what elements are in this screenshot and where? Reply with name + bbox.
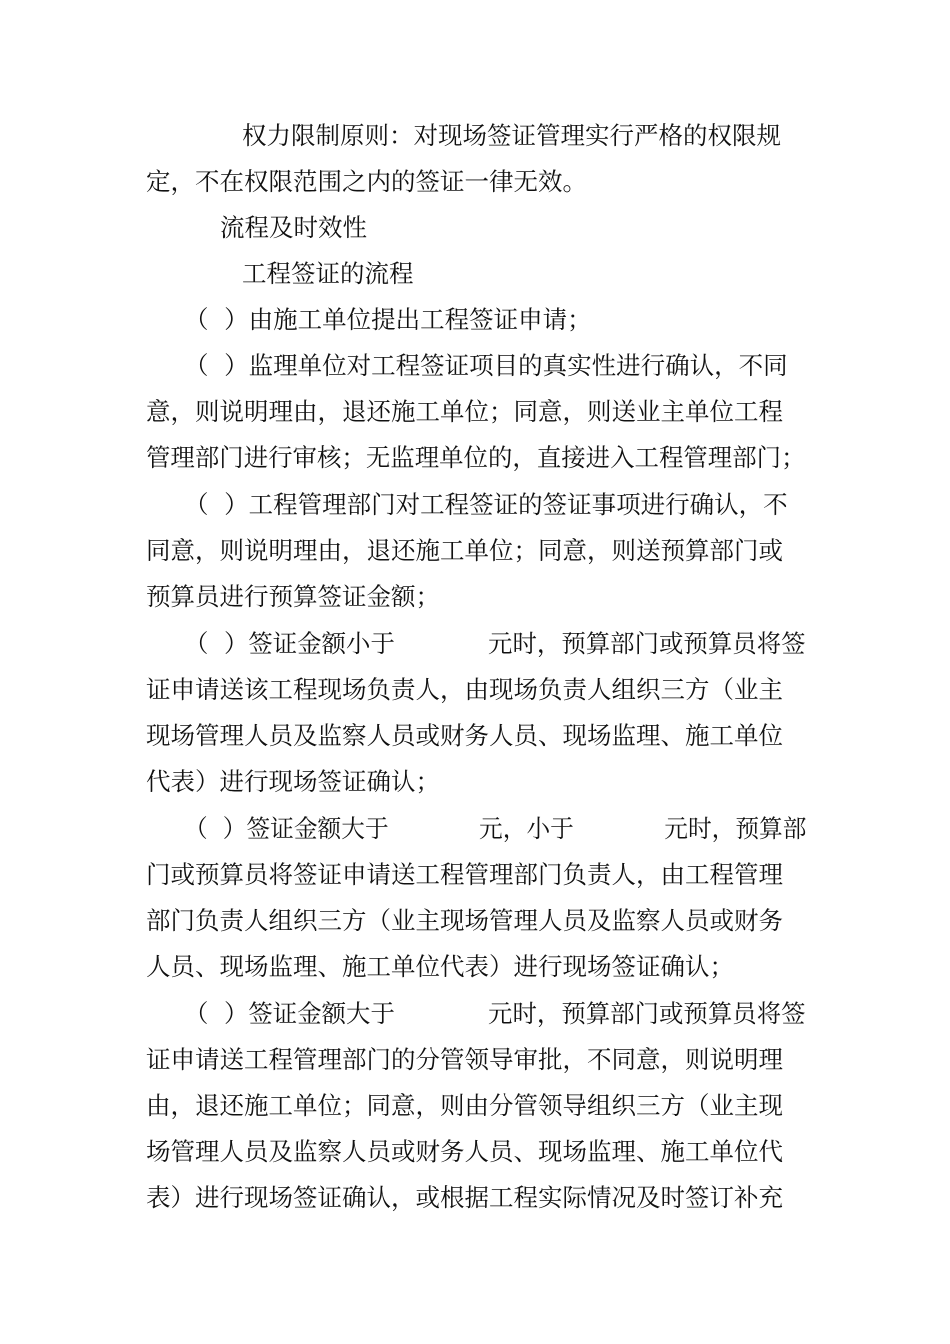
step-5-line-3: 部门负责人组织三方（业主现场管理人员及监察人员或财务	[146, 906, 783, 935]
step-3-line-2: 同意，则说明理由，退还施工单位；同意，则送预算部门或	[146, 536, 783, 565]
step-5-line-4: 人员、现场监理、施工单位代表）进行现场签证确认；	[146, 952, 734, 981]
step-2-line-2: 意，则说明理由，退还施工单位；同意，则送业主单位工程	[146, 397, 783, 426]
step-1-line-1: （ ）由施工单位提出工程签证申请；	[184, 305, 592, 334]
step-6-line-2: 证申请送工程管理部门的分管领导审批，不同意，则说明理	[146, 1045, 783, 1074]
step-4-line-3: 现场管理人员及监察人员或财务人员、现场监理、施工单位	[146, 721, 783, 750]
step-6-line-5: 表）进行现场签证确认，或根据工程实际情况及时签订补充	[146, 1183, 783, 1212]
step-4-line-4: 代表）进行现场签证确认；	[146, 767, 440, 796]
paragraph-principle-line-1: 权力限制原则：对现场签证管理实行严格的权限规	[242, 121, 781, 150]
section-heading-process: 流程及时效性	[220, 213, 367, 242]
step-3-line-3: 预算员进行预算签证金额；	[146, 582, 440, 611]
step-6-line-4: 场管理人员及监察人员或财务人员、现场监理、施工单位代	[146, 1137, 783, 1166]
step-6-line-3: 由，退还施工单位；同意，则由分管领导组织三方（业主现	[146, 1091, 783, 1120]
step-5-line-1: （ ）签证金额大于 元，小于 元时，预算部	[184, 814, 807, 843]
step-5-line-2: 门或预算员将签证申请送工程管理部门负责人，由工程管理	[146, 860, 783, 889]
subsection-heading-visa-process: 工程签证的流程	[242, 259, 414, 288]
step-3-line-1: （ ）工程管理部门对工程签证的签证事项进行确认，不	[184, 490, 788, 519]
step-2-line-1: （ ）监理单位对工程签证项目的真实性进行确认，不同	[184, 351, 788, 380]
step-4-line-2: 证申请送该工程现场负责人，由现场负责人组织三方（业主	[146, 675, 783, 704]
step-4-line-1: （ ）签证金额小于 元时，预算部门或预算员将签	[184, 629, 806, 658]
step-6-line-1: （ ）签证金额大于 元时，预算部门或预算员将签	[184, 999, 806, 1028]
step-2-line-3: 管理部门进行审核；无监理单位的，直接进入工程管理部门；	[146, 443, 806, 472]
paragraph-principle-line-2: 定，不在权限范围之内的签证一律无效。	[146, 167, 587, 196]
